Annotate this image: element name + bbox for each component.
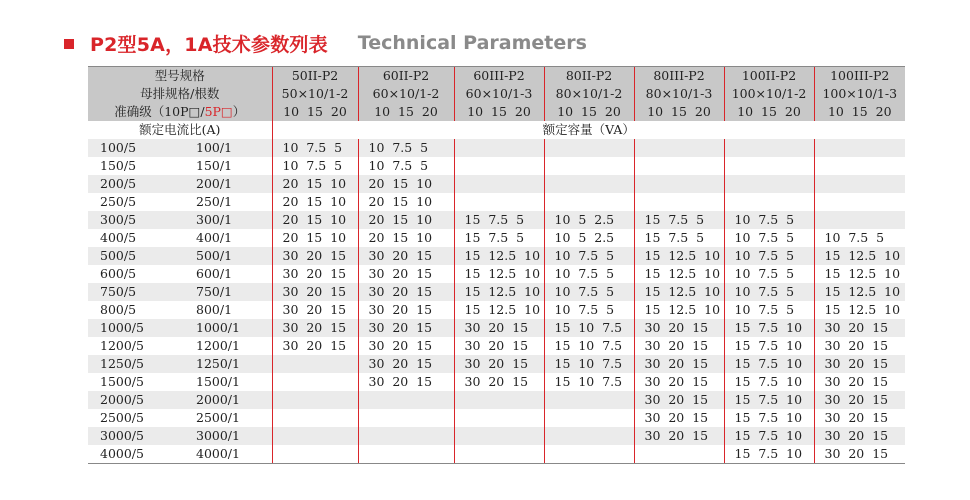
accuracy-label-red: 5P□ xyxy=(204,104,233,119)
ratio-5a-cell: 600/5 xyxy=(88,265,184,283)
capacity-cell: 15 12.5 10 xyxy=(814,247,905,265)
ratio-1a-cell: 200/1 xyxy=(184,175,272,193)
capacity-cell: 30 20 15 xyxy=(634,337,724,355)
capacity-cell xyxy=(544,391,634,409)
capacity-cell: 10 7.5 5 xyxy=(724,229,814,247)
capacity-cell: 20 15 10 xyxy=(358,193,454,211)
technical-parameters-table xyxy=(88,66,905,464)
ratio-5a-cell: 1500/5 xyxy=(88,373,184,391)
ratio-1a-cell: 800/1 xyxy=(184,301,272,319)
ratio-5a-cell: 1000/5 xyxy=(88,319,184,337)
capacity-cell xyxy=(544,193,634,211)
table-row xyxy=(88,445,905,464)
capacity-cell xyxy=(358,391,454,409)
capacity-cell: 30 20 15 xyxy=(634,391,724,409)
capacity-cell: 30 20 15 xyxy=(634,319,724,337)
ratio-5a-cell: 3000/5 xyxy=(88,427,184,445)
capacity-cell xyxy=(454,427,544,445)
capacity-cell: 10 7.5 5 xyxy=(544,283,634,301)
capacity-cell xyxy=(544,175,634,193)
capacity-cell xyxy=(454,445,544,464)
ratio-1a-cell: 500/1 xyxy=(184,247,272,265)
table-row xyxy=(88,373,905,391)
capacity-cell: 30 20 15 xyxy=(814,427,905,445)
capacity-cell: 15 7.5 5 xyxy=(454,229,544,247)
capacity-cell: 15 7.5 5 xyxy=(454,211,544,229)
capacity-cell: 30 20 15 xyxy=(634,409,724,427)
capacity-cell: 15 10 7.5 xyxy=(544,373,634,391)
capacity-cell: 20 15 10 xyxy=(358,229,454,247)
ratio-1a-cell: 250/1 xyxy=(184,193,272,211)
capacity-cell xyxy=(634,139,724,157)
capacity-cell: 30 20 15 xyxy=(814,319,905,337)
ratio-5a-cell: 750/5 xyxy=(88,283,184,301)
ratio-5a-cell: 500/5 xyxy=(88,247,184,265)
ratio-5a-cell: 300/5 xyxy=(88,211,184,229)
capacity-cell: 15 7.5 10 xyxy=(724,319,814,337)
capacity-cell: 30 20 15 xyxy=(358,283,454,301)
capacity-cell: 30 20 15 xyxy=(814,445,905,464)
header-row-labels xyxy=(88,121,905,139)
busbar-label: 母排规格/根数 xyxy=(88,85,272,103)
capacity-cell: 10 7.5 5 xyxy=(814,229,905,247)
page-title-en: Technical Parameters xyxy=(357,32,587,54)
capacity-cell: 30 20 15 xyxy=(454,373,544,391)
capacity-cell: 30 20 15 xyxy=(358,373,454,391)
capacity-cell xyxy=(634,193,724,211)
capacity-cell: 15 12.5 10 xyxy=(454,283,544,301)
accuracy-cell: 10 15 20 xyxy=(724,103,814,121)
capacity-cell: 15 10 7.5 xyxy=(544,337,634,355)
square-bullet-icon xyxy=(64,39,74,49)
capacity-cell xyxy=(634,445,724,464)
capacity-cell: 20 15 10 xyxy=(358,175,454,193)
accuracy-cell: 10 15 20 xyxy=(358,103,454,121)
capacity-cell: 10 7.5 5 xyxy=(724,247,814,265)
ratio-1a-cell: 1500/1 xyxy=(184,373,272,391)
capacity-cell: 15 7.5 10 xyxy=(724,337,814,355)
capacity-cell: 30 20 15 xyxy=(358,319,454,337)
ratio-5a-cell: 400/5 xyxy=(88,229,184,247)
capacity-cell: 30 20 15 xyxy=(814,337,905,355)
ratio-5a-cell: 1200/5 xyxy=(88,337,184,355)
capacity-cell xyxy=(544,409,634,427)
capacity-cell: 30 20 15 xyxy=(272,265,358,283)
ratio-1a-cell: 150/1 xyxy=(184,157,272,175)
busbar-cell: 60×10/1-3 xyxy=(454,85,544,103)
ratio-1a-cell: 1250/1 xyxy=(184,355,272,373)
table-row xyxy=(88,283,905,301)
accuracy-cell: 10 15 20 xyxy=(544,103,634,121)
capacity-cell xyxy=(272,355,358,373)
capacity-cell: 30 20 15 xyxy=(272,247,358,265)
table-row xyxy=(88,175,905,193)
model-cell: 80II-P2 xyxy=(544,67,634,86)
ratio-1a-cell: 2000/1 xyxy=(184,391,272,409)
busbar-cell: 80×10/1-2 xyxy=(544,85,634,103)
busbar-cell: 100×10/1-3 xyxy=(814,85,905,103)
table-row xyxy=(88,139,905,157)
capacity-cell: 20 15 10 xyxy=(358,211,454,229)
capacity-cell: 20 15 10 xyxy=(272,211,358,229)
busbar-cell: 60×10/1-2 xyxy=(358,85,454,103)
busbar-cell: 50×10/1-2 xyxy=(272,85,358,103)
capacity-cell: 15 7.5 10 xyxy=(724,391,814,409)
capacity-cell xyxy=(724,175,814,193)
ratio-1a-cell: 4000/1 xyxy=(184,445,272,464)
capacity-cell xyxy=(634,175,724,193)
capacity-cell xyxy=(634,157,724,175)
busbar-cell: 80×10/1-3 xyxy=(634,85,724,103)
table-row xyxy=(88,265,905,283)
page-title-cn: P2型5A，1A技术参数列表 xyxy=(90,33,328,56)
ratio-5a-cell: 150/5 xyxy=(88,157,184,175)
capacity-cell xyxy=(358,445,454,464)
capacity-cell: 15 7.5 10 xyxy=(724,355,814,373)
table-row xyxy=(88,301,905,319)
capacity-cell: 15 12.5 10 xyxy=(634,301,724,319)
capacity-cell xyxy=(454,139,544,157)
page-title-row xyxy=(64,29,587,57)
capacity-cell: 30 20 15 xyxy=(634,373,724,391)
capacity-cell: 15 12.5 10 xyxy=(634,283,724,301)
ratio-5a-cell: 1250/5 xyxy=(88,355,184,373)
capacity-cell: 30 20 15 xyxy=(634,427,724,445)
capacity-cell xyxy=(272,373,358,391)
capacity-cell: 30 20 15 xyxy=(454,355,544,373)
accuracy-cell: 10 15 20 xyxy=(272,103,358,121)
capacity-label: 额定容量（VA） xyxy=(272,121,905,139)
ratio-1a-cell: 300/1 xyxy=(184,211,272,229)
table-row xyxy=(88,211,905,229)
capacity-cell: 10 7.5 5 xyxy=(272,139,358,157)
capacity-cell: 30 20 15 xyxy=(272,319,358,337)
capacity-cell: 10 7.5 5 xyxy=(544,301,634,319)
capacity-cell: 10 7.5 5 xyxy=(724,301,814,319)
capacity-cell: 10 7.5 5 xyxy=(358,157,454,175)
busbar-cell: 100×10/1-2 xyxy=(724,85,814,103)
capacity-cell: 30 20 15 xyxy=(272,337,358,355)
capacity-cell: 30 20 15 xyxy=(454,319,544,337)
header-row-busbar xyxy=(88,85,905,103)
capacity-cell xyxy=(454,193,544,211)
capacity-cell: 15 12.5 10 xyxy=(634,265,724,283)
capacity-cell xyxy=(544,157,634,175)
capacity-cell: 15 7.5 5 xyxy=(634,211,724,229)
capacity-cell xyxy=(272,391,358,409)
table-row xyxy=(88,247,905,265)
capacity-cell xyxy=(814,211,905,229)
header-row-accuracy xyxy=(88,103,905,121)
model-cell: 100III-P2 xyxy=(814,67,905,86)
model-label: 型号规格 xyxy=(88,67,272,86)
capacity-cell: 15 7.5 10 xyxy=(724,409,814,427)
table-row xyxy=(88,157,905,175)
capacity-cell: 10 7.5 5 xyxy=(724,283,814,301)
capacity-cell: 30 20 15 xyxy=(272,301,358,319)
table-row xyxy=(88,229,905,247)
capacity-cell: 10 5 2.5 xyxy=(544,211,634,229)
capacity-cell: 15 12.5 10 xyxy=(454,301,544,319)
capacity-cell: 30 20 15 xyxy=(358,265,454,283)
capacity-cell xyxy=(544,139,634,157)
ratio-1a-cell: 400/1 xyxy=(184,229,272,247)
capacity-cell: 15 7.5 10 xyxy=(724,373,814,391)
capacity-cell: 15 12.5 10 xyxy=(454,247,544,265)
ratio-1a-cell: 750/1 xyxy=(184,283,272,301)
capacity-cell: 15 12.5 10 xyxy=(454,265,544,283)
ratio-1a-cell: 3000/1 xyxy=(184,427,272,445)
capacity-cell xyxy=(272,409,358,427)
accuracy-cell: 10 15 20 xyxy=(814,103,905,121)
table-row xyxy=(88,427,905,445)
table-row xyxy=(88,355,905,373)
capacity-cell: 15 12.5 10 xyxy=(814,283,905,301)
capacity-cell: 10 7.5 5 xyxy=(544,265,634,283)
table-row xyxy=(88,193,905,211)
ratio-5a-cell: 200/5 xyxy=(88,175,184,193)
ratio-1a-cell: 1000/1 xyxy=(184,319,272,337)
capacity-cell: 30 20 15 xyxy=(358,337,454,355)
ratio-5a-cell: 250/5 xyxy=(88,193,184,211)
capacity-cell: 15 7.5 10 xyxy=(724,445,814,464)
capacity-cell: 30 20 15 xyxy=(272,283,358,301)
capacity-cell xyxy=(544,427,634,445)
model-cell: 100II-P2 xyxy=(724,67,814,86)
capacity-cell: 10 7.5 5 xyxy=(724,211,814,229)
capacity-cell: 15 12.5 10 xyxy=(814,265,905,283)
capacity-cell: 10 7.5 5 xyxy=(724,265,814,283)
capacity-cell: 30 20 15 xyxy=(814,409,905,427)
accuracy-label-end: ） xyxy=(232,104,246,119)
capacity-cell: 30 20 15 xyxy=(634,355,724,373)
capacity-cell: 30 20 15 xyxy=(814,373,905,391)
ratio-5a-cell: 2500/5 xyxy=(88,409,184,427)
capacity-cell: 30 20 15 xyxy=(814,391,905,409)
ratio-5a-cell: 2000/5 xyxy=(88,391,184,409)
table-row xyxy=(88,337,905,355)
capacity-cell: 30 20 15 xyxy=(358,301,454,319)
ratio-5a-cell: 4000/5 xyxy=(88,445,184,464)
model-cell: 50II-P2 xyxy=(272,67,358,86)
table-row xyxy=(88,391,905,409)
model-cell: 60II-P2 xyxy=(358,67,454,86)
capacity-cell xyxy=(272,445,358,464)
capacity-cell: 30 20 15 xyxy=(358,247,454,265)
model-cell: 60III-P2 xyxy=(454,67,544,86)
capacity-cell: 10 7.5 5 xyxy=(544,247,634,265)
ratio-label: 额定电流比(A) xyxy=(88,121,272,139)
capacity-cell xyxy=(358,409,454,427)
capacity-cell: 15 10 7.5 xyxy=(544,355,634,373)
accuracy-cell: 10 15 20 xyxy=(454,103,544,121)
accuracy-label xyxy=(88,103,272,121)
capacity-cell xyxy=(454,391,544,409)
capacity-cell: 20 15 10 xyxy=(272,229,358,247)
capacity-cell: 10 7.5 5 xyxy=(358,139,454,157)
ratio-5a-cell: 100/5 xyxy=(88,139,184,157)
capacity-cell: 30 20 15 xyxy=(454,337,544,355)
ratio-1a-cell: 600/1 xyxy=(184,265,272,283)
capacity-cell xyxy=(724,157,814,175)
capacity-cell xyxy=(544,445,634,464)
capacity-cell: 10 5 2.5 xyxy=(544,229,634,247)
capacity-cell xyxy=(724,193,814,211)
capacity-cell xyxy=(454,175,544,193)
accuracy-cell: 10 15 20 xyxy=(634,103,724,121)
capacity-cell: 30 20 15 xyxy=(814,355,905,373)
capacity-cell: 30 20 15 xyxy=(358,355,454,373)
ratio-1a-cell: 100/1 xyxy=(184,139,272,157)
capacity-cell xyxy=(724,139,814,157)
capacity-cell: 15 12.5 10 xyxy=(814,301,905,319)
capacity-cell: 15 7.5 10 xyxy=(724,427,814,445)
capacity-cell xyxy=(454,157,544,175)
capacity-cell: 20 15 10 xyxy=(272,193,358,211)
capacity-cell xyxy=(814,139,905,157)
ratio-1a-cell: 2500/1 xyxy=(184,409,272,427)
capacity-cell: 15 10 7.5 xyxy=(544,319,634,337)
capacity-cell xyxy=(358,427,454,445)
table-row xyxy=(88,409,905,427)
capacity-cell xyxy=(814,157,905,175)
capacity-cell: 15 7.5 5 xyxy=(634,229,724,247)
capacity-cell: 15 12.5 10 xyxy=(634,247,724,265)
capacity-cell xyxy=(814,175,905,193)
capacity-cell: 10 7.5 5 xyxy=(272,157,358,175)
model-cell: 80III-P2 xyxy=(634,67,724,86)
capacity-cell xyxy=(272,427,358,445)
ratio-5a-cell: 800/5 xyxy=(88,301,184,319)
ratio-1a-cell: 1200/1 xyxy=(184,337,272,355)
header-row-model xyxy=(88,67,905,86)
capacity-cell xyxy=(454,409,544,427)
capacity-cell xyxy=(814,193,905,211)
accuracy-label-text: 准确级（10P□/ xyxy=(114,104,205,119)
capacity-cell: 20 15 10 xyxy=(272,175,358,193)
table-row xyxy=(88,319,905,337)
